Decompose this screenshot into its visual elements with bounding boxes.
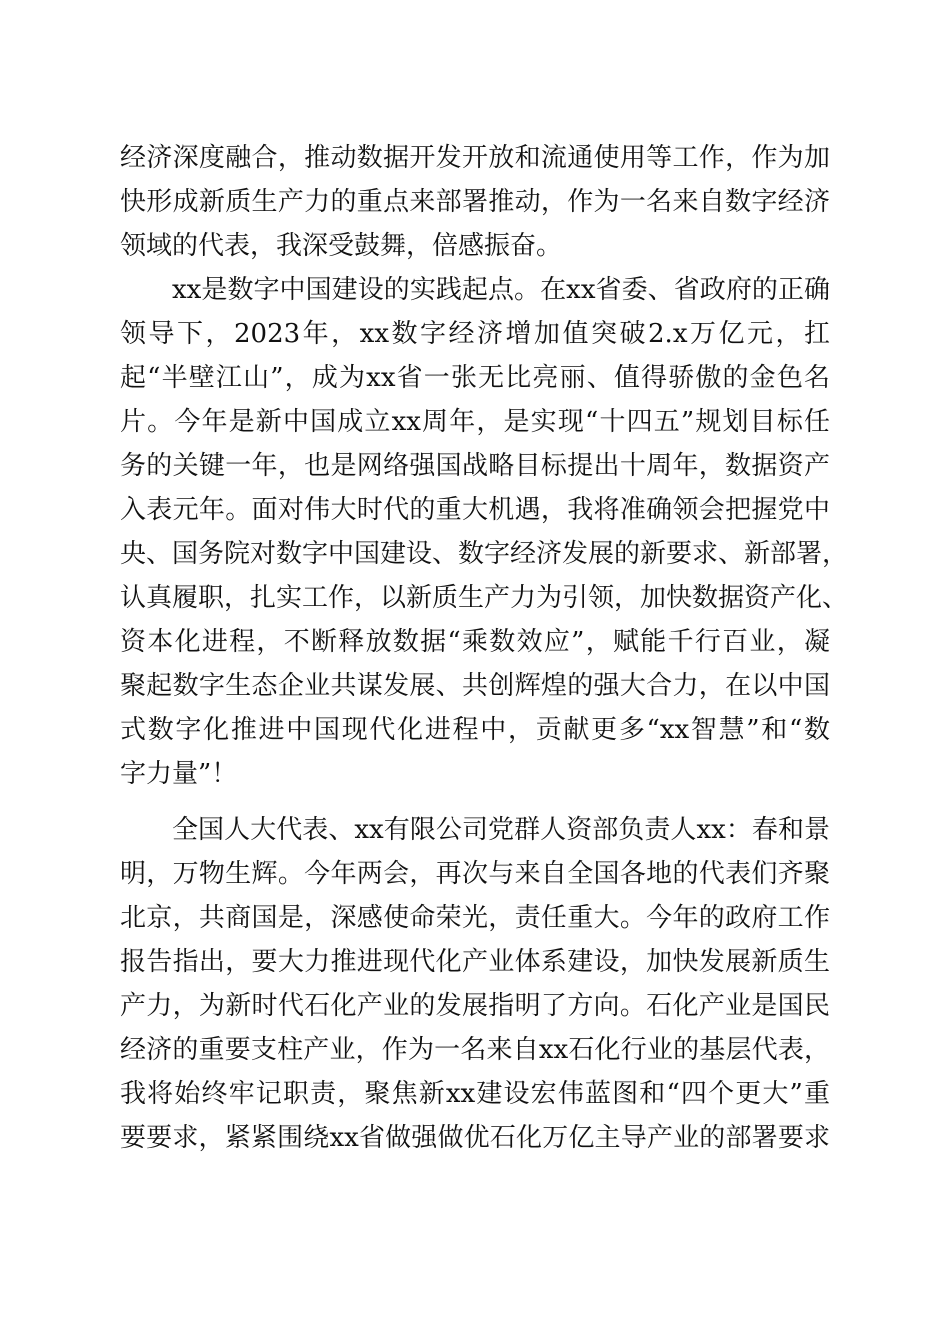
text-line: 我将始终牢记职责，聚焦新xx建设宏伟蓝图和“四个更大”重	[120, 1079, 830, 1109]
text-line: 产力，为新时代石化产业的发展指明了方向。石化产业是国民	[120, 991, 830, 1021]
text-line: 领域的代表，我深受鼓舞，倍感振奋。	[120, 231, 563, 261]
text-line: 北京，共商国是，深感使命荣光，责任重大。今年的政府工作	[120, 903, 830, 933]
text-line: 报告指出，要大力推进现代化产业体系建设，加快发展新质生	[120, 947, 830, 977]
text-line: 明，万物生辉。今年两会，再次与来自全国各地的代表们齐聚	[120, 859, 830, 889]
text-line: 聚起数字生态企业共谋发展、共创辉煌的强大合力，在以中国	[120, 671, 830, 701]
text-line: 资本化进程，不断释放数据“乘数效应”，赋能千行百业，凝	[120, 627, 830, 657]
text-line: 经济的重要支柱产业，作为一名来自xx石化行业的基层代表，	[120, 1035, 830, 1065]
text-line: 入表元年。面对伟大时代的重大机遇，我将准确领会把握党中	[120, 495, 830, 525]
text-line: 认真履职，扎实工作，以新质生产力为引领，加快数据资产化、	[120, 583, 849, 613]
text-line: 起“半壁江山”，成为xx省一张无比亮丽、值得骄傲的金色名	[120, 363, 830, 393]
text-line: 式数字化推进中国现代化进程中，贡献更多“xx智慧”和“数	[120, 715, 830, 745]
text-line: 要要求，紧紧围绕xx省做强做优石化万亿主导产业的部署要求	[120, 1123, 830, 1153]
text-line: 央、国务院对数字中国建设、数字经济发展的新要求、新部署，	[120, 539, 849, 569]
text-line: 快形成新质生产力的重点来部署推动，作为一名来自数字经济	[120, 187, 830, 217]
text-line: 经济深度融合，推动数据开发开放和流通使用等工作，作为加	[120, 143, 830, 173]
text-line: 全国人大代表、xx有限公司党群人资部负责人xx：春和景	[172, 815, 830, 845]
text-line: 务的关键一年，也是网络强国战略目标提出十周年，数据资产	[120, 451, 830, 481]
text-line: 领导下，2023年，xx数字经济增加值突破2.x万亿元，扛	[120, 319, 830, 349]
text-line: 片。今年是新中国成立xx周年，是实现“十四五”规划目标任	[120, 407, 830, 437]
text-line: xx是数字中国建设的实践起点。在xx省委、省政府的正确	[172, 275, 830, 305]
text-line: 字力量”！	[120, 759, 238, 789]
